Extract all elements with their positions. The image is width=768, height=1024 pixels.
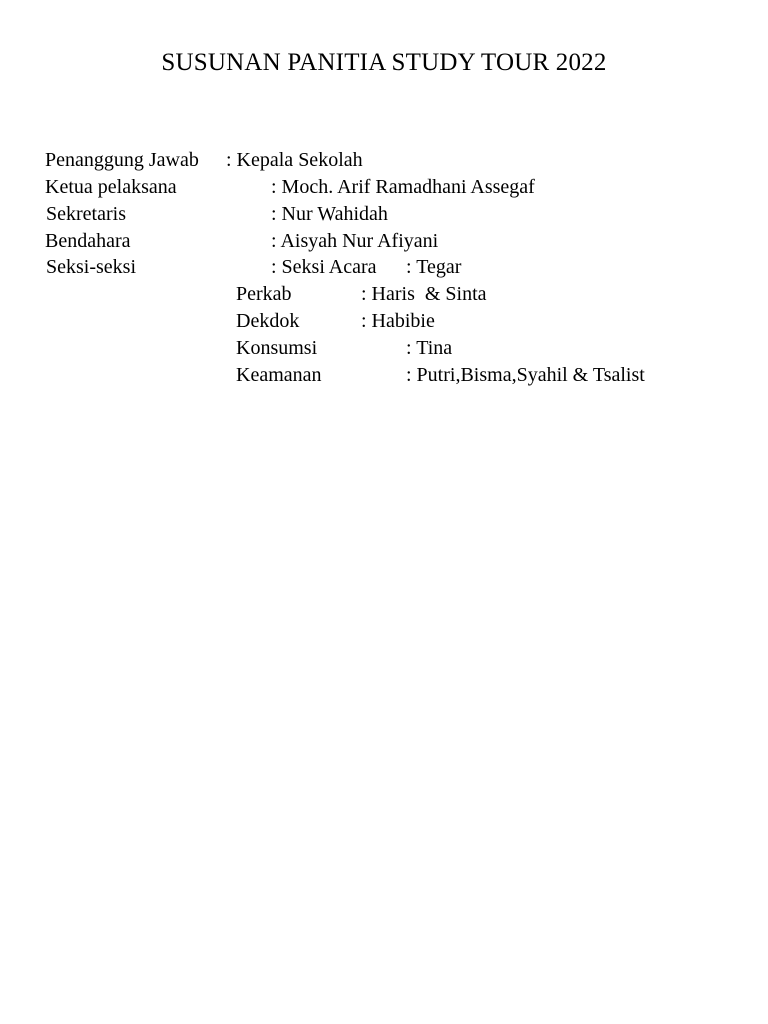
penanggung-jawab-value: : Kepala Sekolah bbox=[226, 149, 363, 171]
ketua-value: : Moch. Arif Ramadhani Assegaf bbox=[271, 176, 535, 198]
ketua-label: Ketua pelaksana bbox=[45, 176, 177, 198]
seksi-label: Seksi-seksi bbox=[46, 256, 136, 278]
sekretaris-value: : Nur Wahidah bbox=[271, 203, 388, 225]
seksi-acara-label: : Seksi Acara bbox=[271, 256, 377, 278]
seksi-acara-value: : Tegar bbox=[406, 256, 462, 278]
konsumsi-value: : Tina bbox=[406, 337, 453, 359]
keamanan-value: : Putri,Bisma,Syahil & Tsalist bbox=[406, 364, 645, 386]
bendahara-value: : Aisyah Nur Afiyani bbox=[271, 230, 439, 252]
konsumsi-label: Konsumsi bbox=[236, 337, 318, 359]
sekretaris-label: Sekretaris bbox=[46, 203, 126, 225]
keamanan-label: Keamanan bbox=[236, 364, 322, 386]
bendahara-label: Bendahara bbox=[45, 230, 131, 252]
dekdok-value: : Habibie bbox=[361, 310, 435, 332]
dekdok-label: Dekdok bbox=[236, 310, 300, 332]
perkab-value: : Haris & Sinta bbox=[361, 283, 487, 305]
document-title: SUSUNAN PANITIA STUDY TOUR 2022 bbox=[161, 49, 607, 76]
perkab-label: Perkab bbox=[236, 283, 292, 305]
penanggung-jawab-label: Penanggung Jawab bbox=[45, 149, 199, 171]
